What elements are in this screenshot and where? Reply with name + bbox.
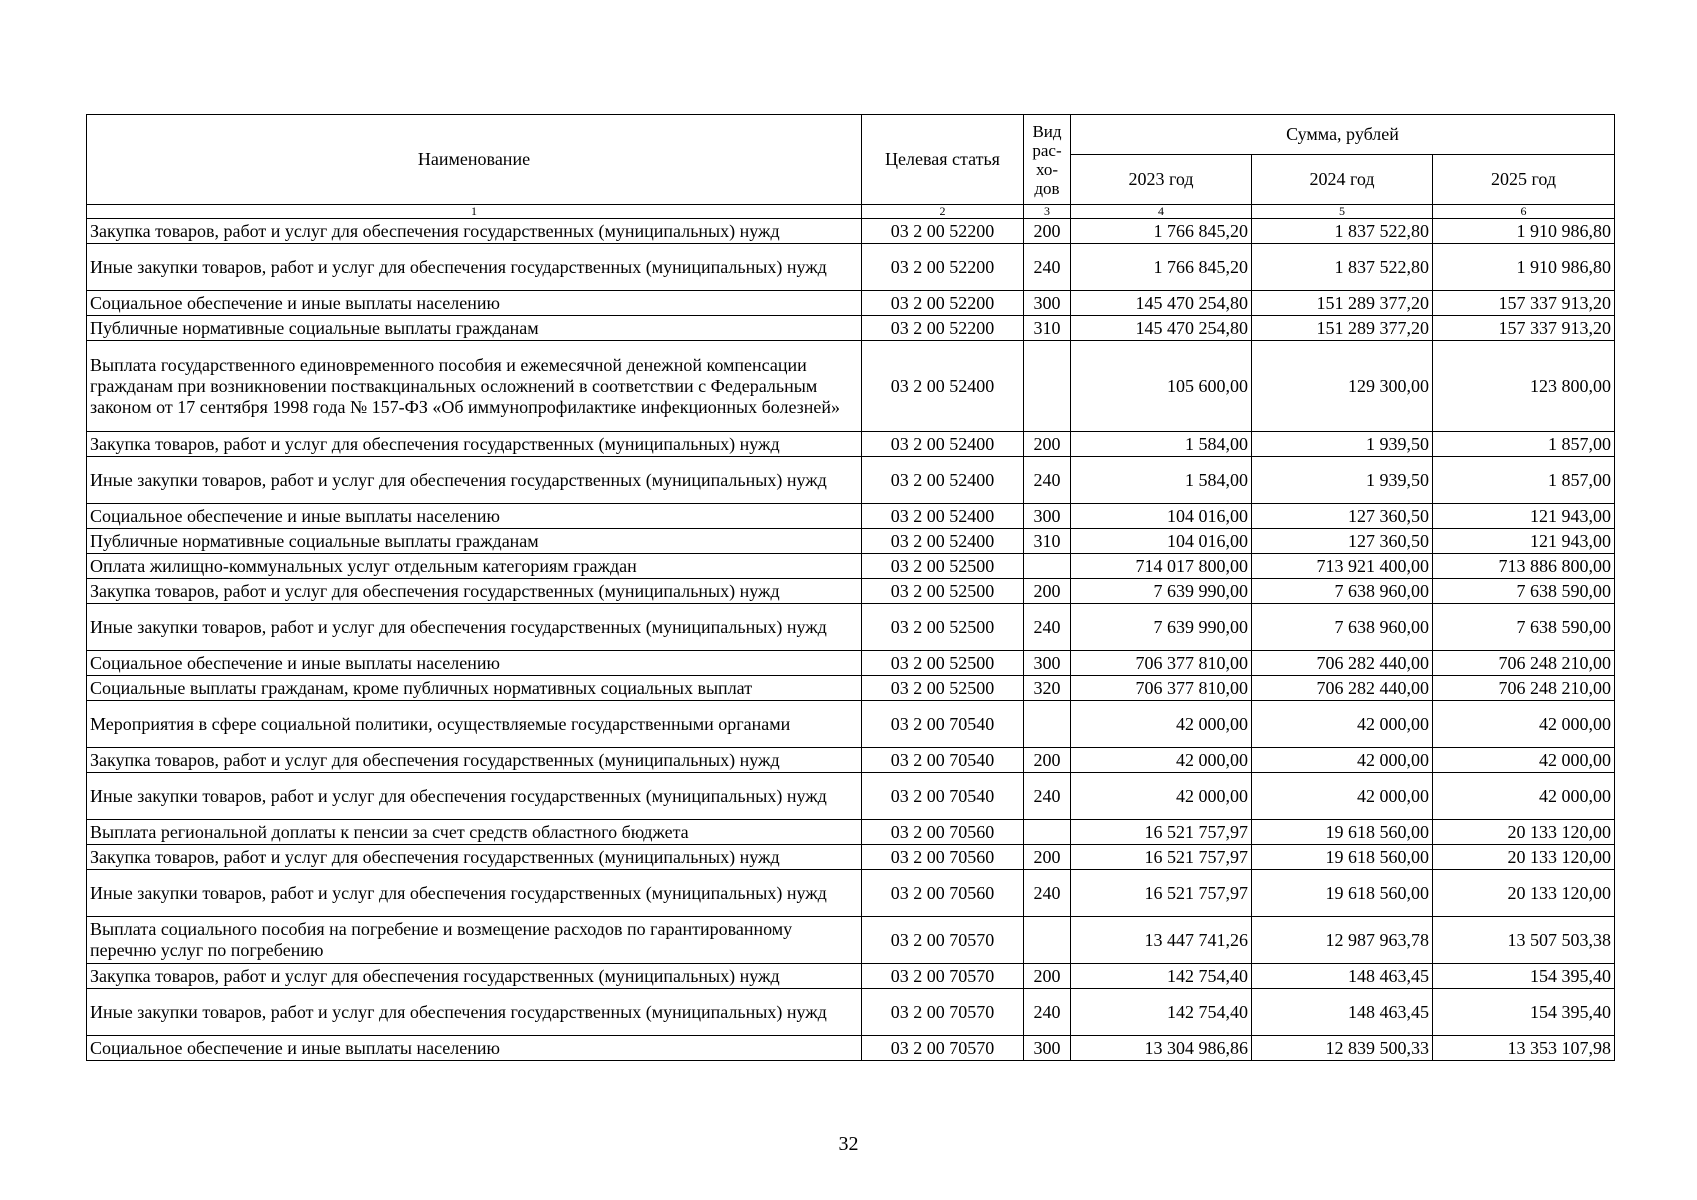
row-expense-type: 200 <box>1024 219 1071 244</box>
row-amount-2024: 127 360,50 <box>1252 504 1433 529</box>
budget-table <box>86 114 1615 1061</box>
row-amount-2023: 142 754,40 <box>1071 989 1252 1036</box>
row-amount-2024: 1 837 522,80 <box>1252 219 1433 244</box>
row-amount-2024: 1 939,50 <box>1252 457 1433 504</box>
row-expense-type: 320 <box>1024 676 1071 701</box>
row-amount-2024: 129 300,00 <box>1252 341 1433 432</box>
row-target-code: 03 2 00 70560 <box>862 870 1024 917</box>
row-expense-type: 240 <box>1024 244 1071 291</box>
row-name: Публичные нормативные социальные выплаты гражданам <box>87 529 862 554</box>
row-expense-type <box>1024 554 1071 579</box>
row-amount-2023: 1 766 845,20 <box>1071 219 1252 244</box>
row-name: Иные закупки товаров, работ и услуг для обеспечения государственных (муниципальных) нужд <box>87 604 862 651</box>
row-amount-2023: 16 521 757,97 <box>1071 820 1252 845</box>
column-number: 4 <box>1071 205 1252 219</box>
header-year-2024: 2024 год <box>1252 155 1433 205</box>
row-expense-type: 200 <box>1024 579 1071 604</box>
table-row <box>87 504 1615 529</box>
header-name: Наименование <box>87 115 862 205</box>
row-target-code: 03 2 00 52400 <box>862 432 1024 457</box>
row-target-code: 03 2 00 52500 <box>862 554 1024 579</box>
row-target-code: 03 2 00 52200 <box>862 291 1024 316</box>
row-expense-type: 200 <box>1024 748 1071 773</box>
column-number: 5 <box>1252 205 1433 219</box>
row-amount-2024: 12 839 500,33 <box>1252 1036 1433 1061</box>
row-target-code: 03 2 00 52400 <box>862 504 1024 529</box>
row-name: Социальное обеспечение и иные выплаты населению <box>87 651 862 676</box>
row-name: Оплата жилищно-коммунальных услуг отдельным категориям граждан <box>87 554 862 579</box>
table-body <box>87 219 1615 1061</box>
row-amount-2023: 1 766 845,20 <box>1071 244 1252 291</box>
row-amount-2025: 121 943,00 <box>1433 529 1615 554</box>
row-target-code: 03 2 00 52500 <box>862 676 1024 701</box>
row-amount-2024: 19 618 560,00 <box>1252 820 1433 845</box>
table-row <box>87 432 1615 457</box>
row-target-code: 03 2 00 52500 <box>862 651 1024 676</box>
row-expense-type: 240 <box>1024 604 1071 651</box>
row-name: Закупка товаров, работ и услуг для обеспечения государственных (муниципальных) нужд <box>87 579 862 604</box>
row-amount-2023: 104 016,00 <box>1071 504 1252 529</box>
row-expense-type: 240 <box>1024 773 1071 820</box>
header-vid <box>1024 115 1071 205</box>
row-amount-2025: 706 248 210,00 <box>1433 676 1615 701</box>
column-number: 3 <box>1024 205 1071 219</box>
table-row <box>87 457 1615 504</box>
row-target-code: 03 2 00 70560 <box>862 820 1024 845</box>
row-expense-type: 240 <box>1024 457 1071 504</box>
row-amount-2024: 19 618 560,00 <box>1252 845 1433 870</box>
row-amount-2024: 1 837 522,80 <box>1252 244 1433 291</box>
row-name: Выплата государственного единовременного пособия и ежемесячной денежной компенсации гражданам при возникновении поствакцинальных осложнений в соответствии с Федеральным законом от 17 сентября 1998 года № 157-ФЗ «Об иммунопрофилактике инфекционных болезней» <box>87 341 862 432</box>
row-name: Социальное обеспечение и иные выплаты населению <box>87 291 862 316</box>
row-amount-2025: 42 000,00 <box>1433 773 1615 820</box>
table-row <box>87 244 1615 291</box>
row-name: Закупка товаров, работ и услуг для обеспечения государственных (муниципальных) нужд <box>87 432 862 457</box>
row-amount-2024: 148 463,45 <box>1252 964 1433 989</box>
table-header <box>87 115 1615 219</box>
row-amount-2023: 13 304 986,86 <box>1071 1036 1252 1061</box>
row-name: Иные закупки товаров, работ и услуг для обеспечения государственных (муниципальных) нужд <box>87 773 862 820</box>
row-expense-type: 200 <box>1024 964 1071 989</box>
table-row <box>87 316 1615 341</box>
row-amount-2023: 7 639 990,00 <box>1071 604 1252 651</box>
row-amount-2025: 13 353 107,98 <box>1433 1036 1615 1061</box>
table-row <box>87 701 1615 748</box>
row-amount-2025: 20 133 120,00 <box>1433 845 1615 870</box>
row-amount-2025: 706 248 210,00 <box>1433 651 1615 676</box>
column-number: 2 <box>862 205 1024 219</box>
row-amount-2025: 713 886 800,00 <box>1433 554 1615 579</box>
table-row <box>87 604 1615 651</box>
table-row <box>87 820 1615 845</box>
table-row <box>87 529 1615 554</box>
row-target-code: 03 2 00 52200 <box>862 219 1024 244</box>
row-amount-2023: 16 521 757,97 <box>1071 870 1252 917</box>
row-expense-type <box>1024 820 1071 845</box>
row-amount-2025: 154 395,40 <box>1433 964 1615 989</box>
table-row <box>87 917 1615 964</box>
row-target-code: 03 2 00 52200 <box>862 316 1024 341</box>
header-sum: Сумма, рублей <box>1071 115 1615 155</box>
table-row <box>87 989 1615 1036</box>
row-amount-2023: 42 000,00 <box>1071 701 1252 748</box>
row-amount-2024: 706 282 440,00 <box>1252 651 1433 676</box>
row-amount-2025: 157 337 913,20 <box>1433 291 1615 316</box>
row-amount-2023: 104 016,00 <box>1071 529 1252 554</box>
row-amount-2023: 714 017 800,00 <box>1071 554 1252 579</box>
row-amount-2023: 105 600,00 <box>1071 341 1252 432</box>
row-name: Закупка товаров, работ и услуг для обеспечения государственных (муниципальных) нужд <box>87 845 862 870</box>
row-amount-2024: 706 282 440,00 <box>1252 676 1433 701</box>
row-amount-2025: 154 395,40 <box>1433 989 1615 1036</box>
row-target-code: 03 2 00 52400 <box>862 457 1024 504</box>
row-expense-type: 310 <box>1024 529 1071 554</box>
row-expense-type: 300 <box>1024 651 1071 676</box>
table-row <box>87 651 1615 676</box>
row-name: Мероприятия в сфере социальной политики, осуществляемые государственными органами <box>87 701 862 748</box>
row-amount-2024: 127 360,50 <box>1252 529 1433 554</box>
row-target-code: 03 2 00 52200 <box>862 244 1024 291</box>
row-amount-2024: 151 289 377,20 <box>1252 316 1433 341</box>
row-amount-2025: 121 943,00 <box>1433 504 1615 529</box>
header-year-2025: 2025 год <box>1433 155 1615 205</box>
table-row <box>87 845 1615 870</box>
row-name: Иные закупки товаров, работ и услуг для обеспечения государственных (муниципальных) нужд <box>87 989 862 1036</box>
row-amount-2023: 145 470 254,80 <box>1071 291 1252 316</box>
table-row <box>87 291 1615 316</box>
row-expense-type: 240 <box>1024 989 1071 1036</box>
column-number: 1 <box>87 205 862 219</box>
row-expense-type <box>1024 701 1071 748</box>
row-expense-type <box>1024 341 1071 432</box>
row-expense-type: 310 <box>1024 316 1071 341</box>
row-amount-2023: 706 377 810,00 <box>1071 676 1252 701</box>
column-number-row <box>87 205 1615 219</box>
table-row <box>87 870 1615 917</box>
row-amount-2025: 1 857,00 <box>1433 457 1615 504</box>
row-name: Закупка товаров, работ и услуг для обеспечения государственных (муниципальных) нужд <box>87 964 862 989</box>
row-amount-2023: 42 000,00 <box>1071 773 1252 820</box>
table-row <box>87 676 1615 701</box>
row-amount-2023: 145 470 254,80 <box>1071 316 1252 341</box>
column-number: 6 <box>1433 205 1615 219</box>
table-row <box>87 748 1615 773</box>
row-name: Закупка товаров, работ и услуг для обеспечения государственных (муниципальных) нужд <box>87 748 862 773</box>
row-amount-2025: 42 000,00 <box>1433 748 1615 773</box>
table-row <box>87 341 1615 432</box>
row-amount-2023: 7 639 990,00 <box>1071 579 1252 604</box>
row-expense-type: 240 <box>1024 870 1071 917</box>
row-name: Социальное обеспечение и иные выплаты населению <box>87 504 862 529</box>
row-amount-2025: 7 638 590,00 <box>1433 604 1615 651</box>
row-amount-2024: 148 463,45 <box>1252 989 1433 1036</box>
row-expense-type: 200 <box>1024 432 1071 457</box>
table-row <box>87 1036 1615 1061</box>
row-expense-type: 200 <box>1024 845 1071 870</box>
row-target-code: 03 2 00 70570 <box>862 917 1024 964</box>
row-amount-2023: 1 584,00 <box>1071 432 1252 457</box>
row-amount-2024: 713 921 400,00 <box>1252 554 1433 579</box>
row-amount-2024: 151 289 377,20 <box>1252 291 1433 316</box>
row-name: Выплата социального пособия на погребение и возмещение расходов по гарантированному перечню услуг по погребению <box>87 917 862 964</box>
row-amount-2024: 7 638 960,00 <box>1252 579 1433 604</box>
row-amount-2023: 142 754,40 <box>1071 964 1252 989</box>
row-amount-2023: 706 377 810,00 <box>1071 651 1252 676</box>
table-row <box>87 964 1615 989</box>
row-target-code: 03 2 00 52400 <box>862 529 1024 554</box>
row-target-code: 03 2 00 52500 <box>862 604 1024 651</box>
row-name: Публичные нормативные социальные выплаты гражданам <box>87 316 862 341</box>
row-amount-2025: 1 910 986,80 <box>1433 219 1615 244</box>
row-target-code: 03 2 00 70570 <box>862 989 1024 1036</box>
row-amount-2023: 16 521 757,97 <box>1071 845 1252 870</box>
row-amount-2025: 20 133 120,00 <box>1433 820 1615 845</box>
row-target-code: 03 2 00 70570 <box>862 964 1024 989</box>
row-amount-2024: 42 000,00 <box>1252 701 1433 748</box>
table-row <box>87 554 1615 579</box>
row-amount-2025: 42 000,00 <box>1433 701 1615 748</box>
row-target-code: 03 2 00 70570 <box>862 1036 1024 1061</box>
row-expense-type <box>1024 917 1071 964</box>
row-target-code: 03 2 00 52400 <box>862 341 1024 432</box>
row-target-code: 03 2 00 70540 <box>862 701 1024 748</box>
row-amount-2025: 20 133 120,00 <box>1433 870 1615 917</box>
table-row <box>87 219 1615 244</box>
row-amount-2025: 13 507 503,38 <box>1433 917 1615 964</box>
row-target-code: 03 2 00 70560 <box>862 845 1024 870</box>
row-name: Социальное обеспечение и иные выплаты населению <box>87 1036 862 1061</box>
row-name: Выплата региональной доплаты к пенсии за счет средств областного бюджета <box>87 820 862 845</box>
header-year-2023: 2023 год <box>1071 155 1252 205</box>
row-expense-type: 300 <box>1024 291 1071 316</box>
row-target-code: 03 2 00 70540 <box>862 748 1024 773</box>
row-amount-2023: 1 584,00 <box>1071 457 1252 504</box>
row-target-code: 03 2 00 70540 <box>862 773 1024 820</box>
header-target: Целевая статья <box>862 115 1024 205</box>
header-vid-text: Вид рас-хо-дов <box>1032 121 1062 198</box>
page-number: 32 <box>838 1133 859 1155</box>
row-amount-2023: 42 000,00 <box>1071 748 1252 773</box>
row-amount-2024: 1 939,50 <box>1252 432 1433 457</box>
row-amount-2024: 42 000,00 <box>1252 748 1433 773</box>
row-amount-2024: 12 987 963,78 <box>1252 917 1433 964</box>
table-row <box>87 579 1615 604</box>
row-target-code: 03 2 00 52500 <box>862 579 1024 604</box>
row-amount-2025: 123 800,00 <box>1433 341 1615 432</box>
row-name: Иные закупки товаров, работ и услуг для обеспечения государственных (муниципальных) нужд <box>87 457 862 504</box>
row-amount-2025: 7 638 590,00 <box>1433 579 1615 604</box>
row-amount-2024: 7 638 960,00 <box>1252 604 1433 651</box>
row-name: Иные закупки товаров, работ и услуг для обеспечения государственных (муниципальных) нужд <box>87 870 862 917</box>
row-amount-2025: 1 910 986,80 <box>1433 244 1615 291</box>
row-amount-2024: 19 618 560,00 <box>1252 870 1433 917</box>
row-amount-2025: 157 337 913,20 <box>1433 316 1615 341</box>
row-name: Закупка товаров, работ и услуг для обеспечения государственных (муниципальных) нужд <box>87 219 862 244</box>
row-name: Социальные выплаты гражданам, кроме публичных нормативных социальных выплат <box>87 676 862 701</box>
row-amount-2025: 1 857,00 <box>1433 432 1615 457</box>
row-name: Иные закупки товаров, работ и услуг для обеспечения государственных (муниципальных) нужд <box>87 244 862 291</box>
table-row <box>87 773 1615 820</box>
row-amount-2023: 13 447 741,26 <box>1071 917 1252 964</box>
row-amount-2024: 42 000,00 <box>1252 773 1433 820</box>
row-expense-type: 300 <box>1024 1036 1071 1061</box>
row-expense-type: 300 <box>1024 504 1071 529</box>
